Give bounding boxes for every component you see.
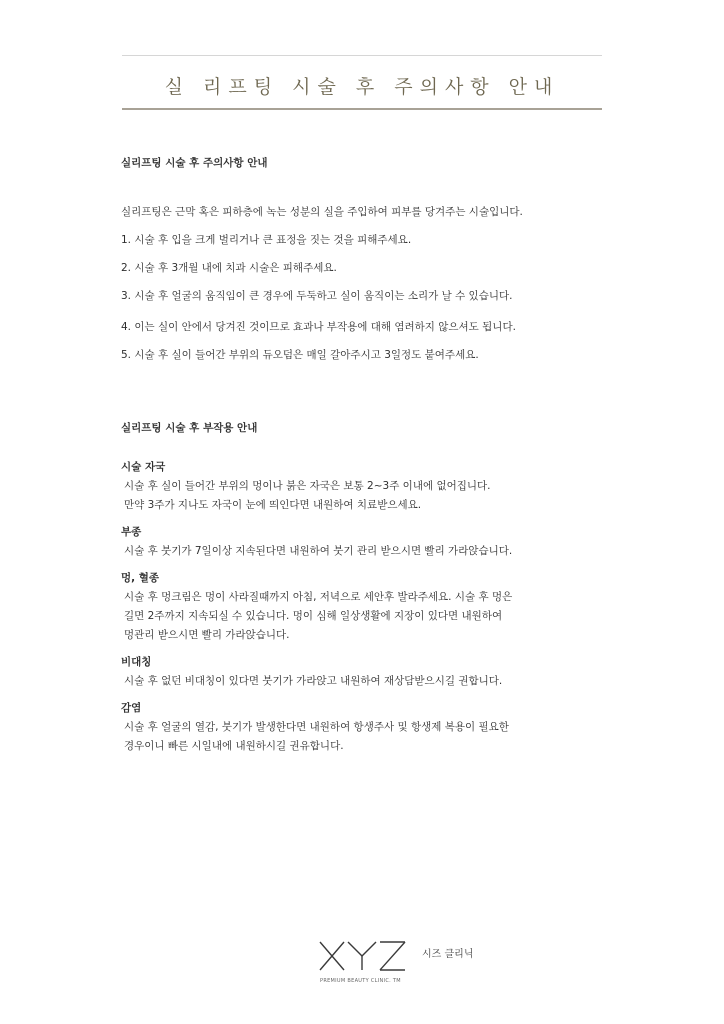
xyz-logo bbox=[318, 938, 408, 980]
section2-heading: 실리프팅 시술 후 부작용 안내 bbox=[121, 422, 258, 434]
side-effect-title: 비대칭 bbox=[121, 656, 152, 668]
side-effect-title: 부종 bbox=[121, 526, 142, 538]
side-effect-text: 시술 후 붓기가 7일이상 지속된다면 내원하여 붓기 관리 받으시면 빨리 가라앉습니다. bbox=[124, 545, 513, 557]
side-effect-text: 멍관리 받으시면 빨리 가라앉습니다. bbox=[124, 629, 290, 641]
footer bbox=[318, 938, 498, 988]
side-effect-title: 시술 자국 bbox=[121, 461, 166, 473]
header-top-rule bbox=[122, 55, 602, 56]
side-effect-scar-marks bbox=[121, 459, 601, 515]
precaution-item-1: 1. 시술 후 입을 크게 벌리거나 큰 표정을 짓는 것을 피해주세요. bbox=[121, 234, 412, 246]
precaution-item-5: 5. 시술 후 실이 들어간 부위의 듀오덤은 매일 갈아주시고 3일정도 붙여주세요. bbox=[121, 349, 479, 361]
header-bottom-rule bbox=[122, 108, 602, 110]
side-effect-text: 경우이니 빠른 시일내에 내원하시길 권유합니다. bbox=[124, 740, 344, 752]
precaution-item-2: 2. 시술 후 3개월 내에 치과 시술은 피해주세요. bbox=[121, 262, 337, 274]
side-effect-swelling bbox=[121, 524, 601, 561]
section1-intro: 실리프팅은 근막 혹은 피하층에 녹는 성분의 실을 주입하여 피부를 당겨주는 시술입니다. bbox=[121, 206, 523, 218]
side-effect-text: 시술 후 얼굴의 열감, 붓기가 발생한다면 내원하여 항생주사 및 항생제 복용이 필요한 bbox=[124, 721, 509, 733]
side-effect-text: 만약 3주가 지나도 자국이 눈에 띄인다면 내원하여 치료받으세요. bbox=[124, 499, 422, 511]
side-effect-text: 시술 후 멍크림은 멍이 사라질때까지 아침, 저녁으로 세안후 발라주세요. 시술 후 멍은 bbox=[124, 591, 513, 603]
section1-heading: 실리프팅 시술 후 주의사항 안내 bbox=[121, 157, 268, 169]
side-effect-title: 멍, 혈종 bbox=[121, 572, 160, 584]
side-effect-text: 시술 후 없던 비대칭이 있다면 붓기가 가라앉고 내원하여 재상담받으시길 권합니다. bbox=[124, 675, 503, 687]
document-body bbox=[121, 150, 601, 765]
side-effect-text: 길면 2주까지 지속되실 수 있습니다. 멍이 심해 일상생활에 지장이 있다면 내원하여 bbox=[124, 610, 503, 622]
side-effect-infection bbox=[121, 700, 601, 756]
logo-subtitle: PREMIUM BEAUTY CLINIC. TM bbox=[320, 978, 401, 984]
clinic-name: 시즈 클리닉 bbox=[422, 949, 474, 960]
side-effects-list bbox=[121, 459, 601, 756]
side-effect-text: 시술 후 실이 들어간 부위의 멍이나 붉은 자국은 보통 2~3주 이내에 없어집니다. bbox=[124, 480, 491, 492]
page-title: 실 리프팅 시술 후 주의사항 안내 bbox=[164, 76, 560, 98]
precaution-item-3: 3. 시술 후 얼굴의 움직임이 큰 경우에 두둑하고 실이 움직이는 소리가 날 수 있습니다. bbox=[121, 290, 513, 302]
side-effect-bruise bbox=[121, 570, 601, 645]
precaution-item-4: 4. 이는 실이 안에서 당겨진 것이므로 효과나 부작용에 대해 염려하지 않으셔도 됩니다. bbox=[121, 321, 516, 333]
side-effect-title: 감염 bbox=[121, 702, 142, 714]
side-effect-asymmetry bbox=[121, 654, 601, 691]
